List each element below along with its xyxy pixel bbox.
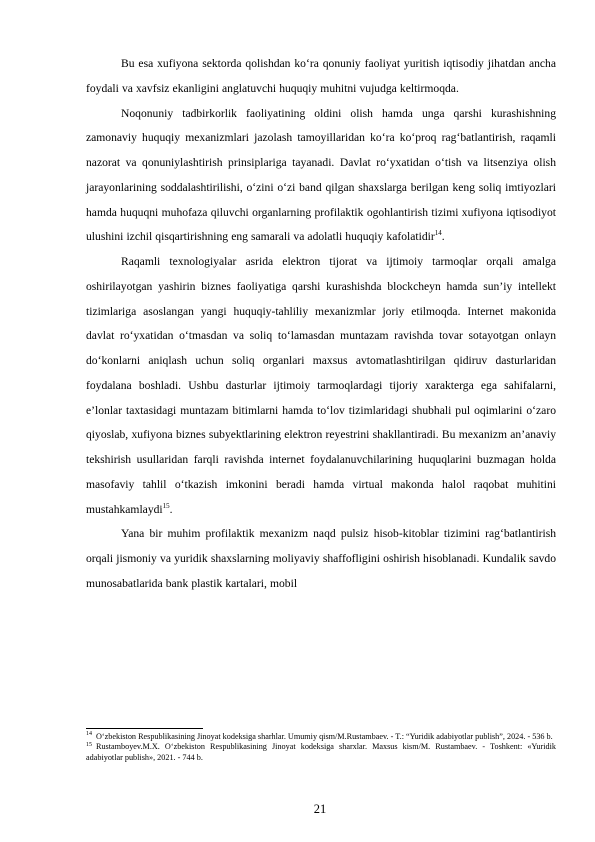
paragraph-4 (86, 522, 556, 596)
footnote-15 (86, 742, 556, 763)
paragraph-2-tail: . (441, 230, 445, 244)
paragraph-1 (86, 52, 556, 102)
footnote-separator (86, 728, 203, 729)
footnote-14-text: O‘zbekiston Respublikasining Jinoyat kodeksiga sharhlar. Umumiy qism/M.Rustambaev. - T.: “Yuridik adabiyotlar publish”, 2024. - 536 b. (96, 732, 553, 741)
footnote-ref-14[interactable]: 14 (434, 229, 442, 238)
footnote-15-text: Rustamboyev.M.X. O‘zbekiston Respublikasining Jinoyat kodeksiga sharxlar. Maxsus kism/M. Rustambaev. - Toshkent: «Yuridik adabiyotlar publish», 2021. - 744 b. (86, 742, 556, 762)
footnotes (86, 732, 556, 763)
paragraph-2-text: Noqonuniy tadbirkorlik faoliyatining oldini olish hamda unga qarshi kurashishning zamonaviy huquqiy mexanizmlari jazolash tamoyillaridan ko‘ra ko‘proq rag‘batlantirish, raqamli nazorat va qonuniylashtirish prinsiplariga tayanadi. Davlat ro‘yxatidan o‘tish va litsenziya olish jarayonlarining soddalashtirilishi, o‘zini o‘zi band qilgan shaxslarga berilgan keng soliq imtiyozlari hamda huquqni muhofaza qiluvchi organlarning profilaktik ogohlantirish tizimi xufiyona iqtisodiyot ulushini izchil qisqartirishning eng samarali va adolatli huquqiy kafolatidir (86, 106, 556, 244)
paragraph-3 (86, 250, 556, 522)
paragraph-3-tail: . (169, 502, 173, 516)
paragraph-2 (86, 102, 556, 251)
paragraph-4-text: Yana bir muhim profilaktik mexanizm naqd pulsiz hisob-kitoblar tizimini rag‘batlantirish orqali jismoniy va yuridik shaxslarning moliyaviy shaffofligini oshirish hisoblanadi. Kundalik savdo munosabatlarida bank plastik kartalari, mobil (86, 527, 556, 590)
paragraph-3-text: Raqamli texnologiyalar asrida elektron tijorat va ijtimoiy tarmoqlar orqali amalga oshirilayotgan yashirin biznes faoliyatiga qarshi kurashishda blockcheyn hamda sun’iy intellekt tizimlariga asoslangan yangi huquqiy-tahliliy mexanizmlar joriy etilmoqda. Internet makonida davlat ro‘yxatidan o‘tmasdan va soliq to‘lamasdan muntazam ravishda tovar sotayotgan onlayn do‘konlarni aniqlash uchun soliq organlari maxsus avtomatlashtirilgan qidiruv dasturlaridan foydalana boshladi. Ushbu dasturlar ijtimoiy tarmoqlardagi tijoriy xarakterga ega sahifalarni, e’lonlar taxtasidagi muntazam bitimlarni hamda to‘lov tizimlaridagi shubhali pul oqimlarini o‘zaro qiyoslab, xufiyona biznes subyektlarining elektron reyestrini shakllantiradi. Bu mexanizm an’anaviy tekshirish usullaridan farqli ravishda internet foydalanuvchilarining huquqlarini buzmagan holda masofaviy tahlil o‘tkazish imkonini beradi hamda virtual makonda halol raqobat muhitini mustahkamlaydi (86, 255, 556, 516)
footnote-14 (86, 732, 556, 742)
footnote-number-14: 14 (86, 731, 92, 738)
page-number: 21 (313, 802, 327, 816)
footnote-ref-15[interactable]: 15 (162, 501, 170, 510)
document-body (86, 52, 556, 597)
paragraph-1-text: Bu esa xufiyona sektorda qolishdan ko‘ra qonuniy faoliyat yuritish iqtisodiy jihatdan ancha foydali va xavfsiz ekanligini anglatuvchi huquqiy muhitni vujudga keltirmoqda. (86, 57, 556, 95)
footnote-number-15: 15 (86, 741, 92, 748)
